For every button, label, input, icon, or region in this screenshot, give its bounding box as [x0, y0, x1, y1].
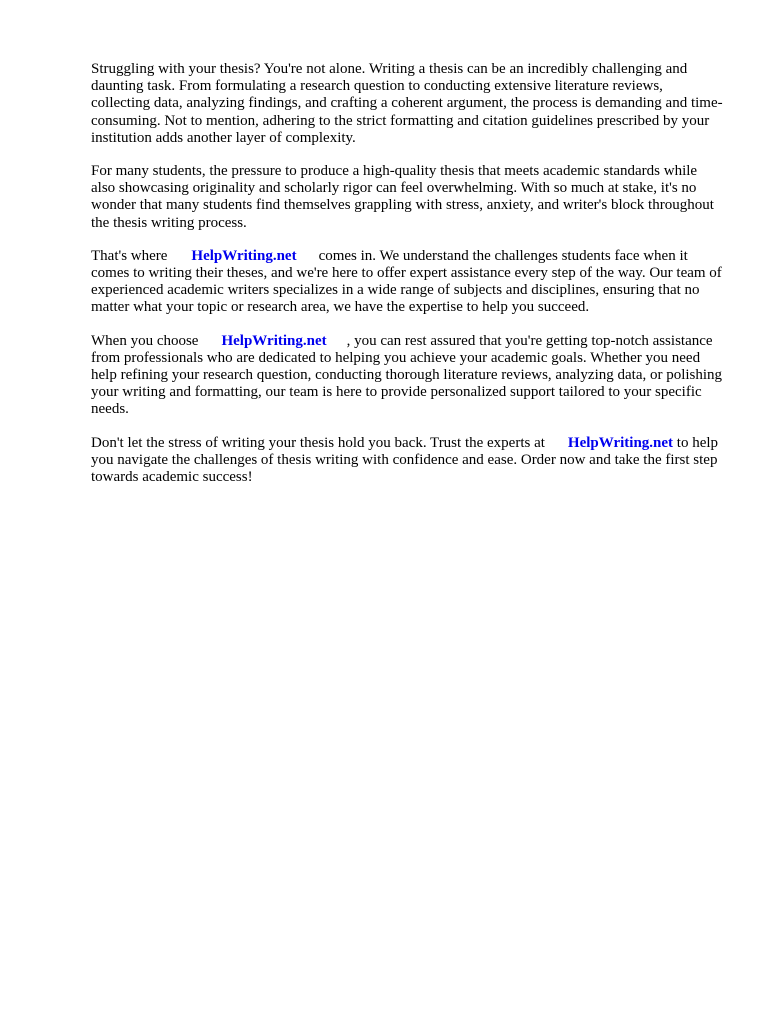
paragraph-pressure-text: For many students, the pressure to produce a high-quality thesis that meets academic standards while also showcasing originality and scholarly rigor can feel overwhelming. With so much at stake, it's no wonder that many students find themselves grappling with stress, anxiety, and writer's block throughout the thesis writing process.	[91, 163, 714, 231]
paragraph-when-you-choose-lead: When you choose	[91, 332, 199, 349]
paragraph-thats-where	[91, 248, 723, 317]
paragraph-call-to-action-rest: to help you navigate the challenges of thesis writing with confidence and ease. Order now and take the first step towards academic success!	[91, 434, 719, 486]
paragraph-thats-where-rest: comes in. We understand the challenges students face when it comes to writing their theses, and we're here to offer expert assistance every step of the way. Our team of experienced academic writers specializes in a wide range of subjects and disciplines, ensuring that no matter what your topic or research area, we have the expertise to help you succeed.	[91, 247, 722, 316]
helpwriting-link-1[interactable]: HelpWriting.net	[191, 247, 297, 264]
paragraph-thats-where-lead: That's where	[91, 247, 168, 264]
paragraph-intro-text: Struggling with your thesis? You're not alone. Writing a thesis can be an incredibly challenging and daunting task. From formulating a research question to conducting extensive literature reviews, collecting data, analyzing findings, and crafting a coherent argument, the process is demanding and time-consuming. Not to mention, adhering to the strict formatting and citation guidelines prescribed by your institution adds another layer of complexity.	[91, 61, 723, 146]
paragraph-pressure	[91, 163, 723, 232]
paragraph-call-to-action	[91, 435, 723, 487]
paragraph-call-to-action-lead: Don't let the stress of writing your thesis hold you back. Trust the experts at	[91, 434, 545, 451]
paragraph-when-you-choose	[91, 333, 723, 419]
document-page	[91, 61, 723, 502]
paragraph-when-you-choose-rest: , you can rest assured that you're getting top-notch assistance from professionals who are dedicated to helping you achieve your academic goals. Whether you need help refining your research question, conducting thorough literature reviews, analyzing data, or polishing your writing and formatting, our team is here to provide personalized support tailored to your specific needs.	[91, 332, 723, 418]
helpwriting-link-3[interactable]: HelpWriting.net	[567, 434, 674, 451]
helpwriting-link-2[interactable]: HelpWriting.net	[221, 332, 327, 349]
paragraph-intro	[91, 61, 723, 147]
